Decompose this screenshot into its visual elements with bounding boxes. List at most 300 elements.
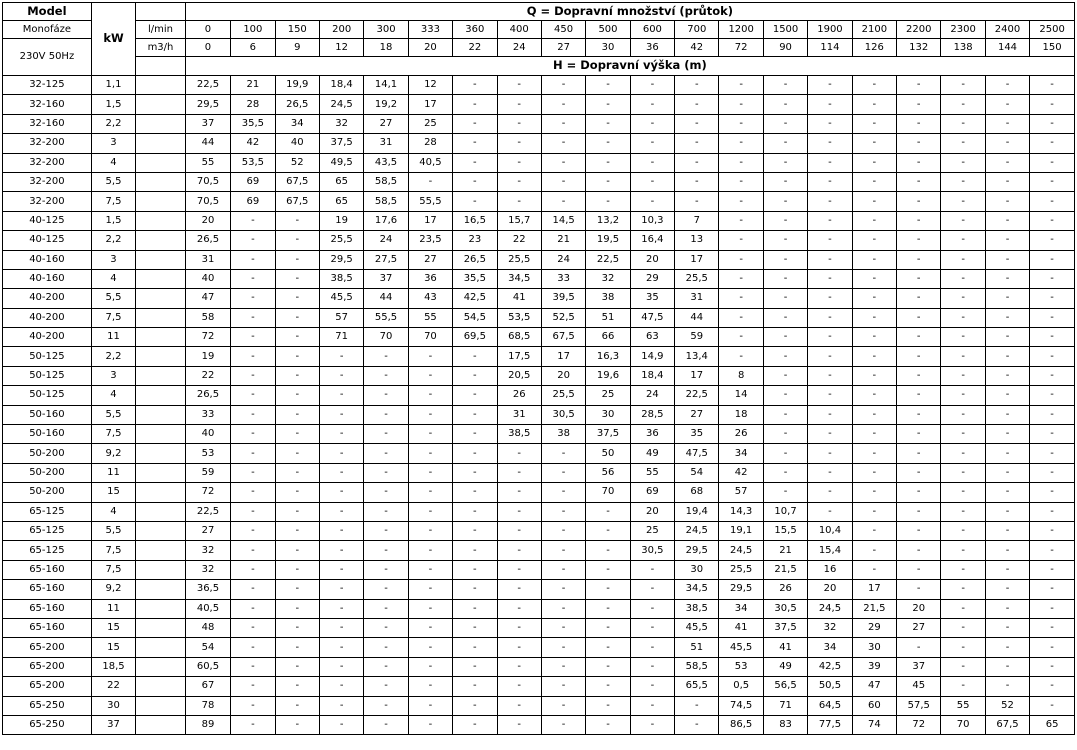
table-row: [3, 715, 1075, 734]
head-value-cell: -: [1030, 192, 1075, 211]
head-value-cell: -: [497, 618, 541, 637]
head-value-cell: -: [808, 269, 852, 288]
head-value-cell: 57: [319, 308, 363, 327]
blank-cell: [136, 347, 186, 366]
head-value-cell: 56: [586, 463, 630, 482]
head-value-cell: -: [408, 696, 452, 715]
head-value-cell: -: [763, 366, 807, 385]
flow-lmin-value: 0: [185, 21, 230, 39]
head-value-cell: 44: [675, 308, 719, 327]
head-value-cell: -: [675, 172, 719, 191]
head-value-cell: -: [763, 114, 807, 133]
head-value-cell: -: [808, 405, 852, 424]
kw-cell: 15: [91, 638, 135, 657]
head-value-cell: -: [985, 599, 1029, 618]
head-value-cell: -: [586, 134, 630, 153]
head-value-cell: -: [231, 269, 275, 288]
head-value-cell: -: [364, 444, 408, 463]
head-value-cell: 0,5: [719, 677, 763, 696]
head-value-cell: -: [364, 483, 408, 502]
head-value-cell: -: [408, 483, 452, 502]
voltage-label: 230V 50Hz: [3, 39, 92, 76]
head-value-cell: -: [364, 657, 408, 676]
head-value-cell: -: [941, 425, 985, 444]
flow-m3h-value: 144: [985, 39, 1029, 57]
head-value-cell: -: [1030, 483, 1075, 502]
kw-cell: 9,2: [91, 580, 135, 599]
head-value-cell: 55: [408, 308, 452, 327]
head-value-cell: -: [808, 153, 852, 172]
head-value-cell: 70,5: [185, 192, 230, 211]
model-cell: 65-200: [3, 638, 92, 657]
head-value-cell: 26,5: [453, 250, 497, 269]
head-value-cell: 25,5: [675, 269, 719, 288]
head-value-cell: -: [586, 95, 630, 114]
kw-cell: 11: [91, 328, 135, 347]
head-value-cell: -: [941, 386, 985, 405]
table-row: [3, 618, 1075, 637]
head-value-cell: -: [275, 269, 319, 288]
head-value-cell: -: [1030, 560, 1075, 579]
head-value-cell: -: [586, 502, 630, 521]
head-value-cell: -: [231, 250, 275, 269]
head-value-cell: -: [275, 560, 319, 579]
head-value-cell: -: [1030, 231, 1075, 250]
head-value-cell: -: [808, 192, 852, 211]
blank-cell: [136, 134, 186, 153]
head-value-cell: -: [408, 347, 452, 366]
kw-cell: 4: [91, 502, 135, 521]
table-row: [3, 328, 1075, 347]
head-value-cell: -: [231, 463, 275, 482]
table-row: [3, 638, 1075, 657]
head-value-cell: -: [408, 172, 452, 191]
head-value-cell: 71: [319, 328, 363, 347]
head-value-cell: -: [630, 657, 674, 676]
head-value-cell: -: [453, 95, 497, 114]
blank-cell: [136, 405, 186, 424]
head-value-cell: 19,5: [586, 231, 630, 250]
head-value-cell: -: [319, 560, 363, 579]
head-value-cell: 72: [185, 328, 230, 347]
blank-cell: [136, 114, 186, 133]
kw-cell: 7,5: [91, 192, 135, 211]
table-row: [3, 76, 1075, 95]
head-value-cell: -: [897, 289, 941, 308]
head-value-cell: -: [941, 192, 985, 211]
head-value-cell: 20: [808, 580, 852, 599]
blank-cell: [136, 3, 186, 21]
head-value-cell: 26: [497, 386, 541, 405]
head-value-cell: 34,5: [497, 269, 541, 288]
head-value-cell: -: [675, 192, 719, 211]
head-value-cell: -: [586, 76, 630, 95]
flow-m3h-value: 12: [319, 39, 363, 57]
head-value-cell: -: [231, 211, 275, 230]
model-cell: 40-160: [3, 269, 92, 288]
head-value-cell: -: [941, 250, 985, 269]
head-value-cell: 77,5: [808, 715, 852, 734]
table-row: [3, 250, 1075, 269]
head-title: H = Dopravní výška (m): [185, 57, 1074, 76]
head-value-cell: -: [408, 386, 452, 405]
head-value-cell: -: [941, 677, 985, 696]
model-cell: 65-160: [3, 618, 92, 637]
kw-cell: 7,5: [91, 308, 135, 327]
head-value-cell: 17,6: [364, 211, 408, 230]
head-value-cell: 24,5: [719, 541, 763, 560]
head-value-cell: -: [497, 502, 541, 521]
head-value-cell: -: [1030, 134, 1075, 153]
head-value-cell: -: [941, 231, 985, 250]
head-value-cell: -: [808, 95, 852, 114]
head-value-cell: 17: [408, 211, 452, 230]
head-value-cell: 86,5: [719, 715, 763, 734]
head-value-cell: 37: [185, 114, 230, 133]
blank-cell: [136, 715, 186, 734]
head-value-cell: -: [897, 211, 941, 230]
head-value-cell: 24,5: [675, 521, 719, 540]
table-row: [3, 444, 1075, 463]
head-value-cell: -: [364, 677, 408, 696]
head-value-cell: 66: [586, 328, 630, 347]
head-value-cell: 42,5: [453, 289, 497, 308]
head-value-cell: 21,5: [763, 560, 807, 579]
flow-lmin-value: 2500: [1030, 21, 1075, 39]
head-value-cell: -: [231, 677, 275, 696]
head-value-cell: 53,5: [497, 308, 541, 327]
model-cell: 50-200: [3, 463, 92, 482]
head-value-cell: -: [852, 386, 896, 405]
head-value-cell: -: [808, 463, 852, 482]
head-value-cell: -: [941, 289, 985, 308]
head-value-cell: -: [541, 541, 585, 560]
head-value-cell: 13: [675, 231, 719, 250]
flow-lmin-value: 2300: [941, 21, 985, 39]
head-value-cell: 34: [275, 114, 319, 133]
head-value-cell: 74: [852, 715, 896, 734]
head-value-cell: 17: [408, 95, 452, 114]
head-value-cell: -: [985, 463, 1029, 482]
head-value-cell: -: [1030, 599, 1075, 618]
head-value-cell: -: [985, 328, 1029, 347]
table-row: [3, 405, 1075, 424]
head-value-cell: 69: [231, 172, 275, 191]
blank-cell: [136, 192, 186, 211]
head-value-cell: -: [453, 347, 497, 366]
head-value-cell: 30: [852, 638, 896, 657]
head-value-cell: -: [275, 677, 319, 696]
head-value-cell: 51: [586, 308, 630, 327]
blank-cell: [136, 463, 186, 482]
head-value-cell: -: [1030, 541, 1075, 560]
head-value-cell: 28: [231, 95, 275, 114]
head-value-cell: -: [941, 153, 985, 172]
head-value-cell: -: [941, 618, 985, 637]
head-value-cell: -: [453, 114, 497, 133]
head-value-cell: -: [319, 521, 363, 540]
head-value-cell: -: [897, 269, 941, 288]
head-value-cell: -: [453, 405, 497, 424]
head-value-cell: -: [231, 405, 275, 424]
head-value-cell: -: [719, 134, 763, 153]
head-value-cell: -: [897, 250, 941, 269]
head-value-cell: -: [897, 95, 941, 114]
head-value-cell: 45,5: [719, 638, 763, 657]
head-value-cell: 70: [408, 328, 452, 347]
head-value-cell: 31: [497, 405, 541, 424]
head-value-cell: 36,5: [185, 580, 230, 599]
head-value-cell: -: [1030, 250, 1075, 269]
head-value-cell: -: [364, 405, 408, 424]
head-value-cell: 89: [185, 715, 230, 734]
model-cell: 65-125: [3, 541, 92, 560]
head-value-cell: -: [897, 366, 941, 385]
head-value-cell: -: [497, 677, 541, 696]
head-value-cell: -: [497, 599, 541, 618]
head-value-cell: -: [497, 463, 541, 482]
head-value-cell: -: [319, 502, 363, 521]
model-cell: 65-250: [3, 715, 92, 734]
flow-lmin-value: 100: [231, 21, 275, 39]
head-value-cell: -: [808, 250, 852, 269]
head-value-cell: 38: [541, 425, 585, 444]
head-value-cell: -: [985, 172, 1029, 191]
flow-lmin-value: 150: [275, 21, 319, 39]
head-value-cell: -: [453, 463, 497, 482]
table-row: [3, 134, 1075, 153]
head-value-cell: 72: [185, 483, 230, 502]
head-value-cell: 45,5: [675, 618, 719, 637]
table-row: [3, 269, 1075, 288]
head-value-cell: -: [275, 289, 319, 308]
head-value-cell: 24: [541, 250, 585, 269]
model-cell: 65-125: [3, 502, 92, 521]
head-value-cell: -: [1030, 328, 1075, 347]
kw-cell: 5,5: [91, 405, 135, 424]
table-row: [3, 211, 1075, 230]
head-value-cell: 47: [185, 289, 230, 308]
head-value-cell: 65: [319, 192, 363, 211]
head-value-cell: 55: [185, 153, 230, 172]
head-value-cell: 54,5: [453, 308, 497, 327]
head-value-cell: -: [319, 425, 363, 444]
head-value-cell: -: [985, 677, 1029, 696]
head-value-cell: 42,5: [808, 657, 852, 676]
flow-lmin-value: 1500: [763, 21, 807, 39]
head-value-cell: -: [763, 347, 807, 366]
head-value-cell: -: [408, 657, 452, 676]
head-value-cell: 15,7: [497, 211, 541, 230]
kw-cell: 2,2: [91, 114, 135, 133]
head-value-cell: -: [453, 560, 497, 579]
head-value-cell: 69: [630, 483, 674, 502]
head-value-cell: -: [941, 76, 985, 95]
head-value-cell: 57: [719, 483, 763, 502]
head-value-cell: -: [897, 560, 941, 579]
table-row: [3, 483, 1075, 502]
head-value-cell: -: [941, 521, 985, 540]
head-value-cell: -: [763, 308, 807, 327]
head-value-cell: -: [541, 618, 585, 637]
head-value-cell: 7: [675, 211, 719, 230]
head-value-cell: -: [985, 114, 1029, 133]
head-value-cell: -: [763, 76, 807, 95]
head-value-cell: -: [630, 172, 674, 191]
head-value-cell: 24,5: [319, 95, 363, 114]
head-value-cell: -: [497, 172, 541, 191]
flow-m3h-value: 126: [852, 39, 896, 57]
head-value-cell: -: [541, 153, 585, 172]
head-value-cell: -: [897, 463, 941, 482]
head-value-cell: 53: [185, 444, 230, 463]
model-cell: 32-200: [3, 134, 92, 153]
head-value-cell: 37: [897, 657, 941, 676]
head-value-cell: -: [408, 405, 452, 424]
blank-cell: [136, 386, 186, 405]
head-value-cell: 35: [675, 425, 719, 444]
head-value-cell: 18,4: [319, 76, 363, 95]
head-value-cell: 52: [275, 153, 319, 172]
head-value-cell: -: [586, 172, 630, 191]
model-cell: 32-125: [3, 76, 92, 95]
blank-cell: [136, 580, 186, 599]
head-value-cell: -: [408, 560, 452, 579]
head-value-cell: -: [319, 541, 363, 560]
head-value-cell: -: [275, 386, 319, 405]
head-value-cell: -: [763, 172, 807, 191]
head-value-cell: 29: [852, 618, 896, 637]
head-value-cell: 21,5: [852, 599, 896, 618]
head-value-cell: -: [985, 502, 1029, 521]
head-value-cell: -: [453, 366, 497, 385]
head-value-cell: -: [408, 463, 452, 482]
head-value-cell: 68,5: [497, 328, 541, 347]
head-value-cell: -: [319, 347, 363, 366]
kw-header: kW: [91, 3, 135, 76]
head-value-cell: -: [808, 328, 852, 347]
head-value-cell: -: [985, 289, 1029, 308]
blank-cell: [136, 95, 186, 114]
head-value-cell: 14,9: [630, 347, 674, 366]
head-value-cell: -: [586, 696, 630, 715]
head-value-cell: -: [719, 289, 763, 308]
head-value-cell: 52: [985, 696, 1029, 715]
head-value-cell: 19: [319, 211, 363, 230]
head-value-cell: -: [985, 483, 1029, 502]
table-row: [3, 231, 1075, 250]
head-value-cell: -: [231, 289, 275, 308]
head-value-cell: 32: [185, 560, 230, 579]
head-value-cell: -: [852, 153, 896, 172]
head-value-cell: 25,5: [719, 560, 763, 579]
head-value-cell: -: [497, 153, 541, 172]
head-value-cell: -: [586, 541, 630, 560]
model-cell: 50-125: [3, 386, 92, 405]
head-value-cell: -: [852, 366, 896, 385]
head-value-cell: -: [630, 599, 674, 618]
head-value-cell: -: [897, 444, 941, 463]
head-value-cell: 78: [185, 696, 230, 715]
head-value-cell: 67,5: [541, 328, 585, 347]
head-value-cell: 32: [319, 114, 363, 133]
head-value-cell: 60: [852, 696, 896, 715]
head-value-cell: 8: [719, 366, 763, 385]
head-value-cell: 39,5: [541, 289, 585, 308]
head-value-cell: 32: [808, 618, 852, 637]
head-value-cell: -: [675, 134, 719, 153]
head-value-cell: -: [275, 580, 319, 599]
blank-cell: [136, 425, 186, 444]
head-value-cell: 24: [364, 231, 408, 250]
head-value-cell: -: [630, 114, 674, 133]
head-value-cell: 16,5: [453, 211, 497, 230]
flow-m3h-value: 0: [185, 39, 230, 57]
flow-lmin-value: 500: [586, 21, 630, 39]
table-row: [3, 541, 1075, 560]
head-value-cell: -: [364, 696, 408, 715]
head-value-cell: 18,4: [630, 366, 674, 385]
head-value-cell: -: [763, 425, 807, 444]
flow-m3h-value: 90: [763, 39, 807, 57]
head-value-cell: 37,5: [319, 134, 363, 153]
head-value-cell: -: [408, 425, 452, 444]
model-cell: 40-200: [3, 328, 92, 347]
head-value-cell: -: [453, 444, 497, 463]
head-value-cell: -: [541, 463, 585, 482]
head-value-cell: -: [808, 444, 852, 463]
head-value-cell: 22,5: [586, 250, 630, 269]
head-value-cell: -: [985, 405, 1029, 424]
head-value-cell: -: [1030, 153, 1075, 172]
flow-m3h-value: 22: [453, 39, 497, 57]
flow-m3h-value: 18: [364, 39, 408, 57]
head-value-cell: 29,5: [675, 541, 719, 560]
head-value-cell: -: [586, 580, 630, 599]
head-value-cell: 35,5: [453, 269, 497, 288]
head-value-cell: 38: [586, 289, 630, 308]
head-value-cell: -: [1030, 269, 1075, 288]
head-value-cell: 26: [719, 425, 763, 444]
head-value-cell: 25: [630, 521, 674, 540]
head-value-cell: -: [941, 366, 985, 385]
head-value-cell: -: [453, 76, 497, 95]
head-value-cell: 34: [719, 444, 763, 463]
head-value-cell: 27: [408, 250, 452, 269]
head-value-cell: -: [630, 192, 674, 211]
head-value-cell: -: [453, 521, 497, 540]
model-cell: 50-125: [3, 366, 92, 385]
head-value-cell: 19,6: [586, 366, 630, 385]
head-value-cell: -: [941, 580, 985, 599]
head-value-cell: 16: [808, 560, 852, 579]
head-value-cell: -: [231, 308, 275, 327]
head-value-cell: -: [1030, 463, 1075, 482]
flow-lmin-value: 333: [408, 21, 452, 39]
head-value-cell: -: [941, 172, 985, 191]
head-value-cell: 55: [941, 696, 985, 715]
head-value-cell: -: [541, 134, 585, 153]
table-row: [3, 386, 1075, 405]
head-value-cell: -: [541, 483, 585, 502]
blank-cell: [136, 153, 186, 172]
head-value-cell: -: [231, 560, 275, 579]
head-value-cell: 40,5: [185, 599, 230, 618]
head-value-cell: -: [231, 502, 275, 521]
head-value-cell: -: [985, 308, 1029, 327]
head-value-cell: 38,5: [497, 425, 541, 444]
head-value-cell: 27: [675, 405, 719, 424]
